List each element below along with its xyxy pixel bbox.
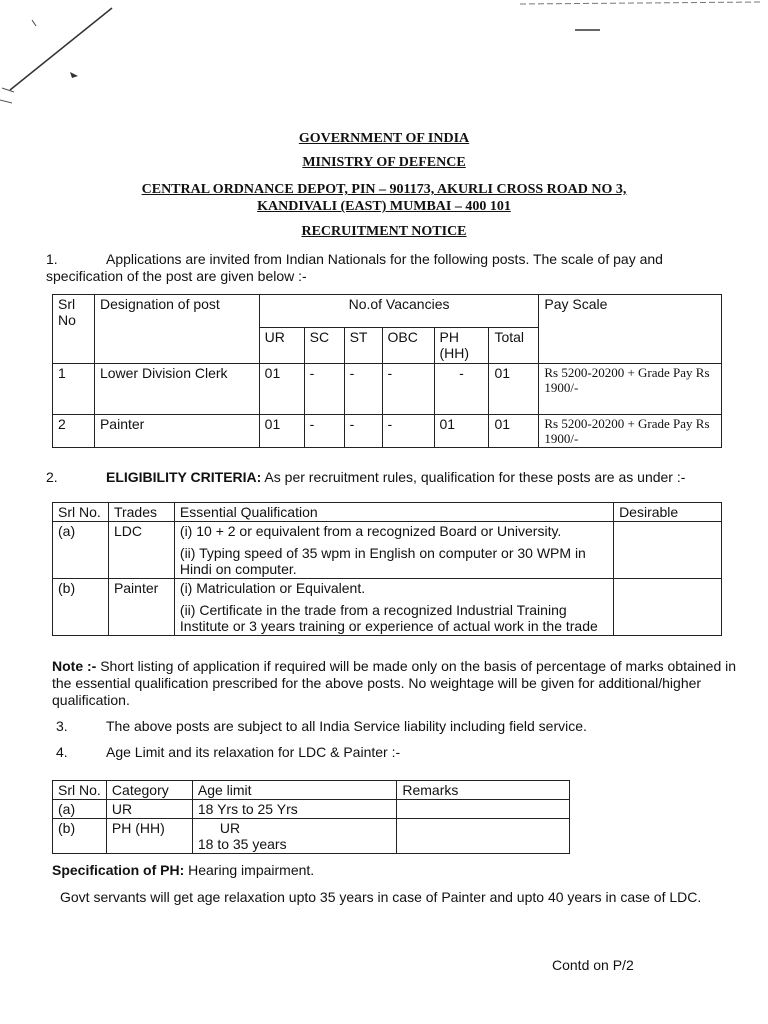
note-label: Note :- — [52, 658, 97, 674]
section2-text — [106, 469, 685, 486]
table-row — [53, 819, 570, 854]
cell-category: UR — [106, 800, 192, 819]
vacancy-header-pay-scale: Pay Scale — [539, 295, 722, 364]
cell-ph: 01 — [434, 415, 489, 448]
qualification-item: (i) 10 + 2 or equivalent from a recognized Board or University. — [179, 523, 562, 539]
cell-post: Lower Division Clerk — [94, 364, 259, 415]
cell-desirable — [614, 522, 722, 579]
cell-sc: - — [304, 364, 344, 415]
age-header-age-limit: Age limit — [192, 781, 396, 800]
elig-header-trades: Trades — [108, 503, 174, 522]
vacancy-header-designation: Designation of post — [94, 295, 259, 364]
cell-qualification — [174, 522, 613, 579]
cell-srl: 2 — [53, 415, 95, 448]
section4-number: 4. — [56, 744, 68, 760]
vacancy-header-srl: Srl No — [53, 295, 95, 364]
table-row — [53, 522, 722, 579]
cell-total: 01 — [489, 415, 539, 448]
section2-body: As per recruitment rules, qualification for these posts are as under :- — [261, 469, 686, 485]
cell-desirable — [614, 579, 722, 636]
spec-ph-paragraph — [52, 862, 314, 879]
cell-st: - — [344, 364, 382, 415]
header-notice-title: RECRUITMENT NOTICE — [301, 224, 467, 239]
cell-qualification — [174, 579, 613, 636]
cell-age-limit — [192, 819, 396, 854]
section1-text-line2: specification of the post are given below :- — [46, 268, 307, 284]
age-header-category: Category — [106, 781, 192, 800]
section3-text: The above posts are subject to all India Service liability including field service. — [106, 718, 587, 734]
header-depot-address: CENTRAL ORDNANCE DEPOT, PIN – 901173, AKURLI CROSS ROAD NO 3, — [141, 182, 627, 197]
section2-number: 2. — [46, 469, 58, 485]
header-ministry: MINISTRY OF DEFENCE — [302, 155, 466, 170]
vacancy-subheader: UR — [259, 328, 304, 364]
vacancy-header-vacancies: No.of Vacancies — [259, 295, 539, 328]
header-depot-city: KANDIVALI (EAST) MUMBAI – 400 101 — [257, 199, 511, 214]
table-row — [53, 579, 722, 636]
table-row — [53, 364, 722, 415]
cell-st: - — [344, 415, 382, 448]
header-government: GOVERNMENT OF INDIA — [298, 131, 470, 146]
cell-pay-scale: Rs 5200-20200 + Grade Pay Rs 1900/- — [539, 415, 722, 448]
elig-header-srl: Srl No. — [53, 503, 109, 522]
vacancy-subheader: Total — [489, 328, 539, 364]
cell-remarks — [397, 819, 570, 854]
section4-text: Age Limit and its relaxation for LDC & Painter :- — [106, 744, 401, 760]
spec-ph-label: Specification of PH: — [52, 862, 185, 878]
top-right-scan-mark — [500, 0, 768, 40]
govt-servants-paragraph: Govt servants will get age relaxation upto 35 years in case of Painter and upto 40 years in case of LDC. — [60, 889, 702, 905]
continued-on-next-page: Contd on P/2 — [552, 957, 634, 973]
qualification-item: (ii) Certificate in the trade from a recognized Industrial Training Institute or 3 years training or experience of actual work in the trade — [179, 602, 598, 634]
cell-ph: - — [434, 364, 489, 415]
section1-text-line1: Applications are invited from Indian Nationals for the following posts. The scale of pay and — [106, 251, 663, 267]
age-table — [52, 780, 570, 854]
note-text: Short listing of application if required will be made only on the basis of percentage of marks obtained in the essential qualification prescribed for the above posts. No weightage will be given for additional/higher qualification. — [52, 658, 737, 708]
section1-number: 1. — [46, 251, 58, 267]
cell-sc: - — [304, 415, 344, 448]
cell-total: 01 — [489, 364, 539, 415]
cell-srl: (a) — [53, 800, 107, 819]
pen-stroke-mark — [0, 0, 140, 120]
vacancy-subheader: OBC — [382, 328, 434, 364]
table-row — [53, 800, 570, 819]
elig-header-desirable: Desirable — [614, 503, 722, 522]
cell-srl: (a) — [53, 522, 109, 579]
qualification-item: (ii) Typing speed of 35 wpm in English on computer or 30 WPM in Hindi on computer. — [179, 545, 586, 577]
vacancy-table — [52, 294, 722, 448]
cell-pay-scale: Rs 5200-20200 + Grade Pay Rs 1900/- — [539, 364, 722, 415]
age-limit-range: 18 to 35 years — [197, 836, 287, 852]
cell-obc: - — [382, 415, 434, 448]
elig-header-qualification: Essential Qualification — [174, 503, 613, 522]
cell-trade: Painter — [108, 579, 174, 636]
section3-number: 3. — [56, 718, 68, 734]
spec-ph-text: Hearing impairment. — [184, 862, 315, 878]
cell-ur: 01 — [259, 415, 304, 448]
vacancy-subheader: PH (HH) — [434, 328, 489, 364]
cell-remarks — [397, 800, 570, 819]
cell-srl: (b) — [53, 819, 107, 854]
qualification-item: (i) Matriculation or Equivalent. — [179, 580, 366, 596]
vacancy-subheader: SC — [304, 328, 344, 364]
age-header-srl: Srl No. — [53, 781, 107, 800]
cell-srl: (b) — [53, 579, 109, 636]
cell-category: PH (HH) — [106, 819, 192, 854]
cell-age-limit: 18 Yrs to 25 Yrs — [192, 800, 396, 819]
section2-label: ELIGIBILITY CRITERIA: — [106, 469, 262, 485]
cell-srl: 1 — [53, 364, 95, 415]
eligibility-table — [52, 502, 722, 636]
cell-ur: 01 — [259, 364, 304, 415]
age-limit-category: UR — [219, 820, 241, 836]
cell-trade: LDC — [108, 522, 174, 579]
vacancy-subheader: ST — [344, 328, 382, 364]
note-paragraph — [52, 658, 742, 709]
cell-post: Painter — [94, 415, 259, 448]
table-row — [53, 415, 722, 448]
age-header-remarks: Remarks — [397, 781, 570, 800]
cell-obc: - — [382, 364, 434, 415]
